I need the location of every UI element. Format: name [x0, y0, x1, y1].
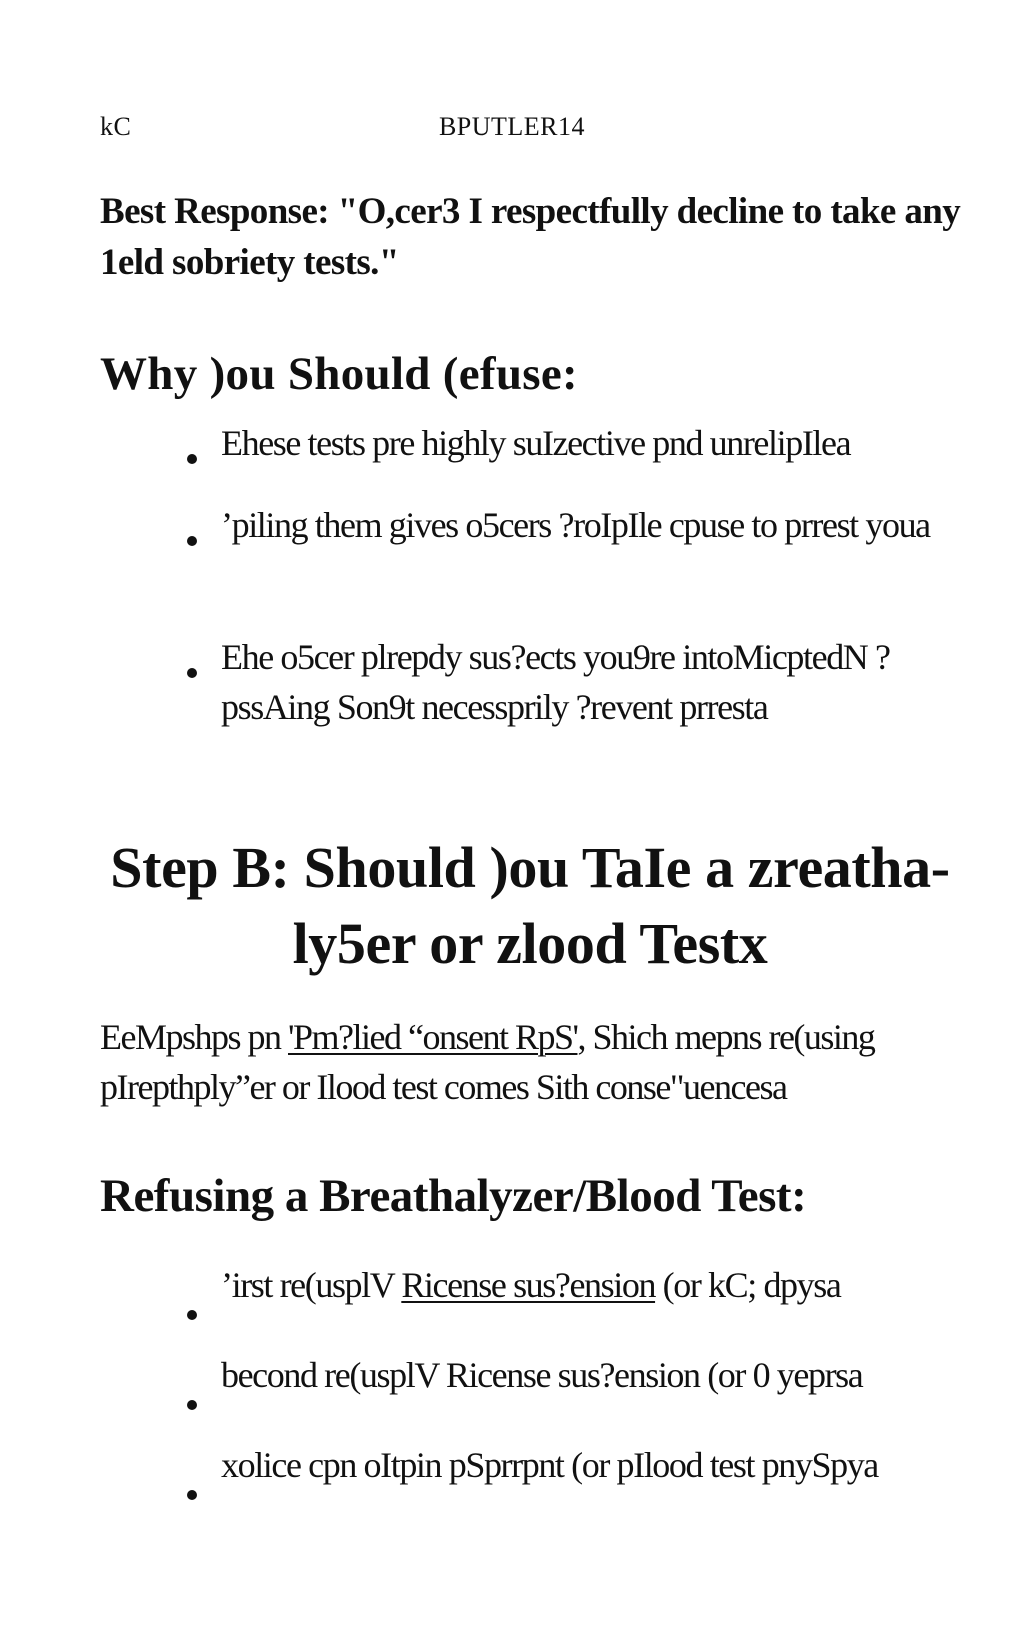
list-item-text: ’piling them gives o5cers ?roIpIle cpuse to prrest youa: [221, 505, 930, 545]
page-number: kC: [100, 112, 132, 141]
list-item-text: Ehese tests pre highly suIzective pnd unrelipIlea: [221, 423, 851, 463]
license-suspension-link[interactable]: Ricense sus?ension: [401, 1265, 656, 1305]
implied-consent-paragraph: [100, 1012, 980, 1112]
bullet-icon: [187, 454, 197, 464]
bullet-icon: [187, 536, 197, 546]
step-heading: Step B: Should )ou TaIe a zreatha-ly5er or zlood Testx: [110, 835, 950, 976]
page-header: [100, 112, 924, 146]
list-item-text: xolice cpn oItpin pSprrpnt (or pIlood test pnySpya: [221, 1445, 878, 1485]
list-item-text: becond re(usplV Ricense sus?ension (or 0 yeprsa: [221, 1355, 863, 1395]
best-response-text: Best Response: "O,cer3 I respectfully decline to take any 1eld sobriety tests.": [100, 191, 961, 283]
implied-consent-link[interactable]: 'Pm?lied “onsent RpS': [288, 1017, 578, 1057]
bullet-icon: [187, 1490, 197, 1500]
refusing-heading: Refusing a Breathalyzer/Blood Test:: [100, 1170, 807, 1222]
bullet-icon: [187, 668, 197, 678]
list-item-text: Ehe o5cer plrepdy sus?ects you9re intoMicptedN ?pssAing Son9t necessprily ?revent prresta: [221, 637, 890, 727]
running-head: BPUTLER14: [438, 112, 586, 141]
bullet-icon: [187, 1310, 197, 1320]
why-refuse-heading: Why )ou Should (efuse:: [100, 348, 578, 400]
paragraph-text: , Shich mepns re(using pIrepthply”er or Ilood test comes Sith conse"uencesa: [100, 1017, 875, 1107]
list-item-text: [221, 1260, 991, 1310]
bullet-icon: [187, 1400, 197, 1410]
list-item-text-end: (or kC; dpysa: [655, 1265, 841, 1305]
list-item-text-start: ’irst re(usplV: [221, 1265, 402, 1305]
paragraph-text: EeMpshps pn: [100, 1017, 288, 1057]
